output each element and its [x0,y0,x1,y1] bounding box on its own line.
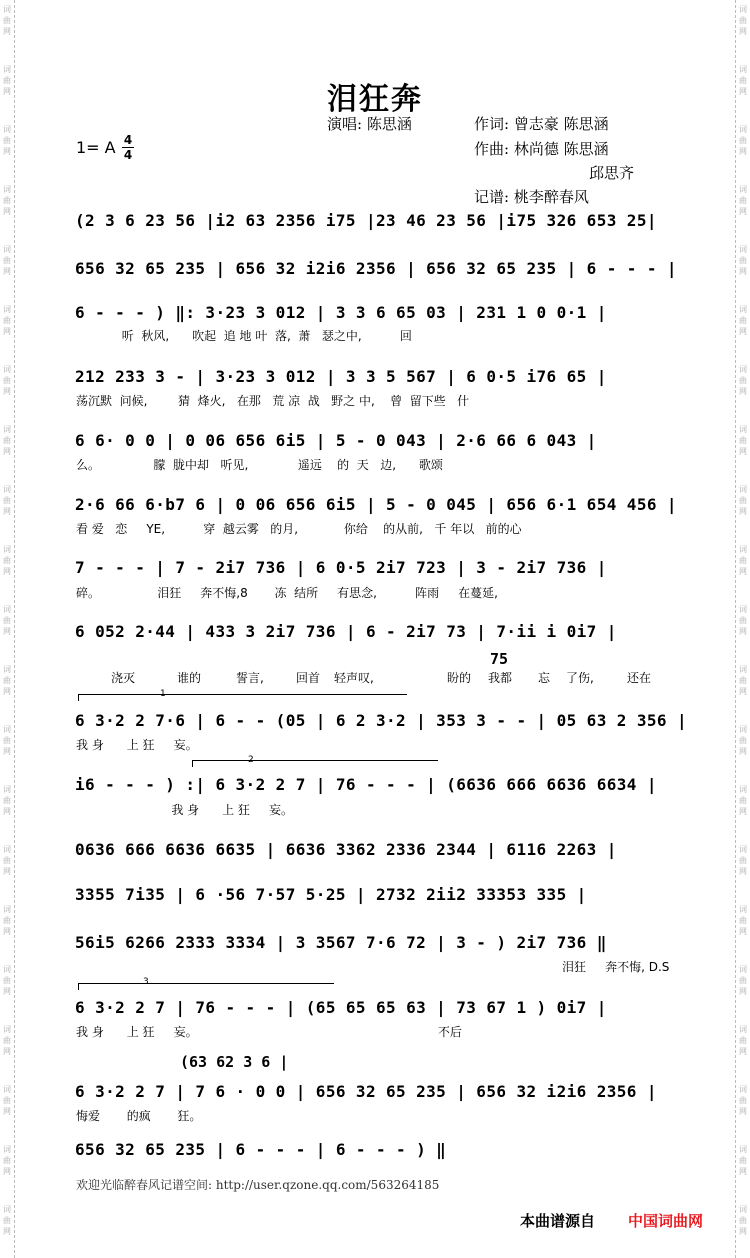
score-row-1: (2 3 6 23 56 |i2 63 2356 i75 |23 46 23 56 |i75 326 653 25| [75,211,657,230]
lyric-word: 回首 [296,671,321,685]
time-signature-bottom: 4 [123,148,133,162]
singer-credit: 演唱: 陈思涵 [327,115,412,133]
lyric-word: 轻声叹, [334,671,374,685]
watermark-glyph: 词 曲 网 [3,1025,11,1056]
lyric-word: 我都 [488,671,513,685]
lyric-row-9: 我 身 上 狂 妄。 [76,738,198,752]
score-row-3: 6 - - - ) ‖: 3·23 3 012 | 3 3 6 65 03 | 231 1 0 0·1 | [75,303,607,322]
watermark-glyph: 词 曲 网 [739,1085,747,1116]
brand-logo-text: 中国词曲网 [628,1212,704,1230]
volta-bracket-2 [192,760,438,767]
lyric-word: 还在 [627,671,652,685]
watermark-glyph: 词 曲 网 [3,905,11,936]
watermark-glyph: 词 曲 网 [3,305,11,336]
lyric-row-4: 荡沉默 问候, 猜 烽火, 在那 荒 凉 战 野之 中, 曾 留下些 什 [76,394,470,408]
score-row-4: 212 233 3 - | 3·23 3 012 | 3 3 5 567 | 6 0·5 i76 65 | [75,367,607,386]
watermark-glyph: 词 曲 网 [3,1205,11,1236]
lyric-row-7: 碎。 泪狂 奔不悔,8 冻 结所 有思念, 阵雨 在蔓延, [76,586,498,600]
watermark-glyph: 词 曲 网 [739,185,747,216]
watermark-glyph: 词 曲 网 [3,605,11,636]
score-row-5: 6 6· 0 0 | 0 06 656 6i5 | 5 - 0 043 | 2·6 66 6 043 | [75,431,597,450]
lyric-word: 谁的 [177,671,202,685]
watermark-glyph: 词 曲 网 [739,485,747,516]
score-row-10: i6 - - - ) :| 6 3·2 2 7 | 76 - - - | (6636 666 6636 6634 | [75,775,657,794]
lyric-word: 誓言, [236,671,264,685]
score-row-13: 56i5 6266 2333 3334 | 3 3567 7·6 72 | 3 - ) 2i7 736 ‖ [75,933,607,952]
score-row-6: 2·6 66 6·b7 6 | 0 06 656 6i5 | 5 - 0 045 | 656 6·1 654 456 | [75,495,677,514]
score-row-12: 3355 7i35 | 6 ·56 7·57 5·25 | 2732 2ii2 33353 335 | [75,885,587,904]
watermark-glyph: 词 曲 网 [3,1145,11,1176]
score-row-16: 656 32 65 235 | 6 - - - | 6 - - - ) ‖ [75,1140,447,1159]
score-row-2: 656 32 65 235 | 656 32 i2i6 2356 | 656 32 65 235 | 6 - - - | [75,259,677,278]
lyricist-credit: 作词: 曾志豪 陈思涵 [474,115,609,133]
score-row-14: 6 3·2 2 7 | 76 - - - | (65 65 65 63 | 73 67 1 ) 0i7 | [75,998,607,1017]
watermark-glyph: 词 曲 网 [739,965,747,996]
footer-url-text: 欢迎光临醉春风记谱空间: http://user.qzone.qq.com/563264185 [76,1178,440,1192]
score-row-11: 0636 666 6636 6635 | 6636 3362 2336 2344 | 6116 2263 | [75,840,617,859]
transcriber-credit: 记谱: 桃李醉春风 [474,188,589,206]
composer-credit: 作曲: 林尚德 陈思涵 [474,140,609,158]
watermark-glyph: 词 曲 网 [739,1025,747,1056]
watermark-glyph: 词 曲 网 [739,245,747,276]
watermark-glyph: 词 曲 网 [3,5,11,36]
watermark-glyph: 词 曲 网 [739,725,747,756]
watermark-glyph: 词 曲 网 [3,965,11,996]
song-title: 泪狂奔 [327,82,423,117]
lyric-word: 盼的 [447,671,472,685]
watermark-glyph: 词 曲 网 [739,845,747,876]
volta-number-2: 2 [248,755,254,765]
time-signature [122,134,134,161]
watermark-glyph: 词 曲 网 [739,305,747,336]
watermark-glyph: 词 曲 网 [3,245,11,276]
lyric-row-14: 我 身 上 狂 妄。 不后 [76,1025,462,1039]
key-signature: 1= A [76,138,116,157]
watermark-glyph: 词 曲 网 [739,5,747,36]
watermark-glyph: 词 曲 网 [3,665,11,696]
watermark-glyph: 词 曲 网 [739,65,747,96]
watermark-glyph: 词 曲 网 [739,1205,747,1236]
source-label: 本曲谱源自 [520,1212,596,1230]
lyric-word: 了伤, [566,671,594,685]
time-signature-top: 4 [123,133,133,147]
volta-number-1: 1 [160,689,166,699]
watermark-glyph: 词 曲 网 [3,425,11,456]
watermark-glyph: 词 曲 网 [3,1085,11,1116]
ds-lyric: 泪狂 奔不悔, D.S [562,960,670,974]
watermark-glyph: 词 曲 网 [739,545,747,576]
score-row-8: 6 052 2·44 | 433 3 2i7 736 | 6 - 2i7 73 | 7·ii i 0i7 | [75,622,617,641]
alt-notes-75: 75 [490,650,509,668]
watermark-glyph: 词 曲 网 [3,365,11,396]
watermark-glyph: 词 曲 网 [3,785,11,816]
score-row-9: 6 3·2 2 7·6 | 6 - - (05 | 6 2 3·2 | 353 3 - - | 05 63 2 356 | [75,711,688,730]
watermark-glyph: 词 曲 网 [739,1145,747,1176]
watermark-glyph: 词 曲 网 [739,665,747,696]
watermark-glyph: 词 曲 网 [3,185,11,216]
volta-bracket-1 [78,694,407,701]
watermark-glyph: 词 曲 网 [739,605,747,636]
triplet-bracket [78,983,334,990]
watermark-glyph: 词 曲 网 [3,65,11,96]
watermark-glyph: 词 曲 网 [3,545,11,576]
lyric-row-15: 悔爱 的疯 狂。 [76,1109,202,1123]
watermark-glyph: 词 曲 网 [3,725,11,756]
lyric-row-10: 我 身 上 狂 妄。 [76,803,293,817]
lyric-row-3: 听 秋风, 吹起 追 地 叶 落, 萧 瑟之中, 回 [76,329,412,343]
composer-credit-2: 邱思齐 [589,164,635,182]
alt-notes-line: (63 62 3 6 | [180,1053,289,1071]
watermark-glyph: 词 曲 网 [739,365,747,396]
watermark-glyph: 词 曲 网 [3,125,11,156]
watermark-glyph: 词 曲 网 [3,485,11,516]
lyric-row-6: 看 爱 恋 YE, 穿 越云雾 的月, 你给 的从前, 千 年以 前的心 [76,522,522,536]
lyric-word: 浇灭 [111,671,136,685]
triplet-number: 3 [143,977,149,987]
score-row-7: 7 - - - | 7 - 2i7 736 | 6 0·5 2i7 723 | 3 - 2i7 736 | [75,558,607,577]
watermark-glyph: 词 曲 网 [739,425,747,456]
watermark-glyph: 词 曲 网 [3,845,11,876]
watermark-glyph: 词 曲 网 [739,125,747,156]
score-row-15: 6 3·2 2 7 | 7 6 · 0 0 | 656 32 65 235 | 656 32 i2i6 2356 | [75,1082,657,1101]
lyric-word: 忘 [538,671,551,685]
lyric-row-5: 么。 朦 胧中却 听见, 遥远 的 天 边, 歌颂 [76,458,443,472]
watermark-glyph: 词 曲 网 [739,905,747,936]
watermark-glyph: 词 曲 网 [739,785,747,816]
